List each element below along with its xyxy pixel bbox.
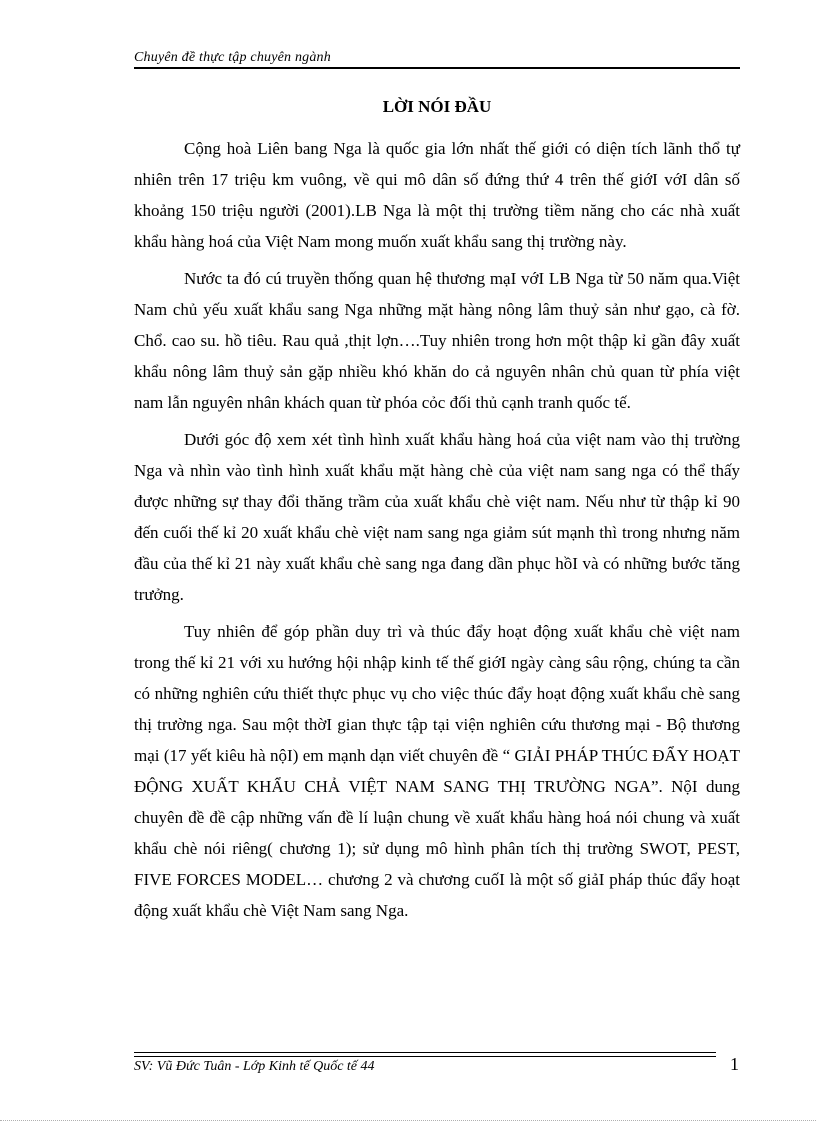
page-edge-divider [0,1120,816,1121]
footer-rule-top [134,1052,716,1053]
paragraph-2: Nước ta đó cú truyền thống quan hệ thương mạI vớI LB Nga từ 50 năm qua.Việt Nam chủ yếu xuất khẩu sang Nga những mặt hàng nông lâm thuỷ sản như gạo, cà fờ. Chổ. cao su. hồ tiêu. Rau quả ,thịt lợn….Tuy nhiên trong hơn một thập kỉ gần đây xuất khẩu nông lâm thuỷ sản gặp nhiều khó khăn do cả nguyên nhân chủ quan từ phía việt nam lẫn nguyên nhân khách quan từ phóa cỏc đối thủ cạnh tranh quốc tế. [134,269,740,412]
page-title: LỜI NÓI ĐẦU [382,97,492,116]
paragraph-4: Tuy nhiên để góp phần duy trì và thúc đẩy hoạt động xuất khẩu chè việt nam trong thế kỉ 21 với xu hướng hội nhập kinh tế thế giớI ngày càng sâu rộng, chúng ta cần có những nghiên cứu thiết thực phục vụ cho việc thúc đẩy hoạt động xuất khẩu chè sang thị trường nga. Sau một thờI gian thực tập tại viện nghiên cứu thương mại - Bộ thương mại (17 yết kiêu hà nộI) em mạnh dạn viết chuyên đề “ GIẢI PHÁP THÚC ĐẨY HOẠT ĐỘNG XUẤT KHẨU CHẢ VIỆT NAM SANG THỊ TRƯỜNG NGA”. NộI dung chuyên đề đề cập những vấn đề lí luận chung về xuất khẩu hàng hoá nói chung và xuất khẩu chè nói riêng( chương 1); sử dụng mô hình phân tích thị trường SWOT, PEST, FIVE FORCES MODEL… chương 2 và chương cuốI là một số giảI pháp thúc đẩy hoạt động xuất khẩu chè Việt Nam sang Nga. [134,622,740,920]
page-number: 1 [730,1054,739,1074]
running-header: Chuyên đề thực tập chuyên ngành [134,50,331,65]
footer-rule-bottom [134,1056,716,1057]
body-text [134,133,740,932]
header-rule [134,67,740,69]
paragraph-1: Cộng hoà Liên bang Nga là quốc gia lớn nhất thế giới có diện tích lãnh thổ tự nhiên trên 17 triệu km vuông, về qui mô dân số đứng thứ 4 trên thế giớI vớI dân số khoảng 150 triệu người (2001).LB Nga là một thị trường tiềm năng cho các nhà xuất khẩu hàng hoá của Việt Nam mong muốn xuất khẩu sang thị trường này. [134,139,740,251]
footer-student-line: SV: Vũ Đức Tuân - Lớp Kinh tế Quốc tế 44 [134,1059,375,1074]
paragraph-3: Dưới góc độ xem xét tình hình xuất khẩu hàng hoá của việt nam vào thị trường Nga và nhìn vào tình hình xuất khẩu mặt hàng chè của việt nam sang nga có thể thấy được những sự thay đổi thăng trầm của xuất khẩu chè việt nam. Nếu như từ thập kỉ 90 đến cuối thế kỉ 20 xuất khẩu chè việt nam sang nga giảm sút mạnh thì trong nhưng năm đầu của thế kỉ 21 này xuất khẩu chè sang nga đang dần phục hồI và có những bước tăng trưởng. [134,430,740,604]
